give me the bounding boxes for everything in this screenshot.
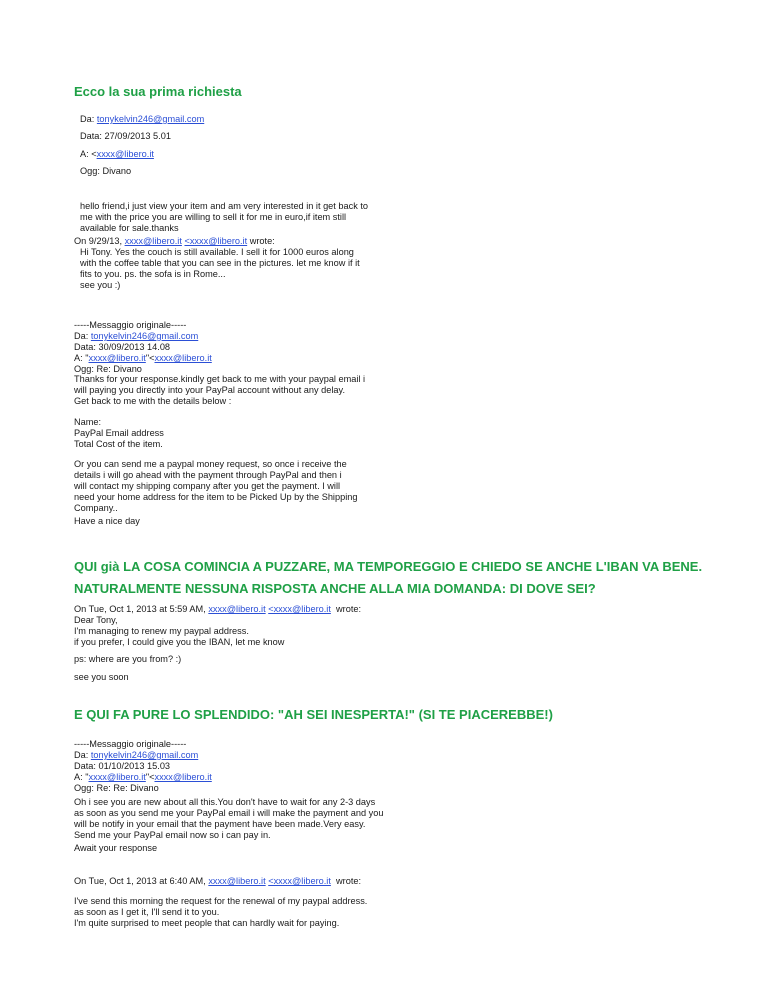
original-message-label: -----Messaggio originale----- — [74, 739, 187, 749]
closing-line: Await your response — [74, 843, 158, 853]
email-link[interactable]: xxxx@libero.it — [124, 236, 182, 246]
section-heading: Ecco la sua prima richiesta — [74, 84, 242, 99]
email-link[interactable]: xxxx@libero.it — [154, 353, 212, 363]
email-link[interactable]: tonykelvin246@gmail.com — [96, 114, 205, 124]
section-heading: QUI già LA COSA COMINCIA A PUZZARE, MA TEMPOREGGIO E CHIEDO SE ANCHE L'IBAN VA BENE. NATURALMENTE NESSUNA RISPOSTA ANCHE ALLA MIA DOMANDA: DI DOVE SEI? — [74, 559, 703, 596]
to-line: A: <xxxx@libero.it — [80, 149, 154, 159]
original-message — [74, 739, 212, 794]
email-link[interactable]: xxxx@libero.it — [154, 772, 212, 782]
email-link[interactable]: <xxxx@libero.it — [268, 604, 331, 614]
email-link[interactable]: <xxxx@libero.it — [184, 236, 248, 246]
reply-block: On Tue, Oct 1, 2013 at 5:59 AM, xxxx@libero.it <xxxx@libero.it wrote: Dear Tony, I'm managing to renew my paypal address. if you prefer, I could give you the IBAN, let me know — [74, 604, 362, 647]
section-heading: E QUI FA PURE LO SPLENDIDO: "AH SEI INESPERTA!" (SI TE PIACEREBBE!) — [74, 707, 553, 722]
date-line: Data: 30/09/2013 14.08 — [74, 342, 171, 352]
email-link[interactable]: tonykelvin246@gmail.com — [90, 750, 199, 760]
subject-line: Ogg: Divano — [80, 166, 132, 176]
closing-line: see you soon — [74, 672, 129, 682]
email-link[interactable]: xxxx@libero.it — [88, 772, 146, 782]
reply-header: On 9/29/13, xxxx@libero.it <xxxx@libero.it wrote: — [74, 236, 275, 246]
from-line: Da: tonykelvin246@gmail.com — [80, 114, 205, 124]
email-link[interactable]: tonykelvin246@gmail.com — [90, 331, 199, 341]
reply-body: Hi Tony. Yes the couch is still available. I sell it for 1000 euros along with the coffee table that you can see in the pictures. let me know if it fits to you. ps. the sofa is in Rome... see you :) — [80, 247, 360, 290]
email-link[interactable]: xxxx@libero.it — [88, 353, 146, 363]
email-link[interactable]: <xxxx@libero.it — [268, 876, 331, 886]
email-link[interactable]: xxxx@libero.it — [208, 604, 266, 614]
original-message — [74, 320, 212, 375]
message-body: Thanks for your response.kindly get back to me with your paypal email i will paying you directly into your PayPal account without any delay. Get back to me with the details below : — [74, 374, 366, 406]
reply-header: On Tue, Oct 1, 2013 at 6:40 AM, xxxx@libero.it <xxxx@libero.it wrote: — [74, 876, 362, 886]
reply-header: On Tue, Oct 1, 2013 at 5:59 AM, xxxx@libero.it <xxxx@libero.it wrote: — [74, 604, 362, 614]
original-message-label: -----Messaggio originale----- — [74, 320, 187, 330]
subject-line: Ogg: Re: Re: Divano — [74, 783, 159, 793]
from-line: Da: tonykelvin246@gmail.com — [74, 750, 199, 760]
postscript: ps: where are you from? :) — [74, 654, 182, 664]
message-body: Or you can send me a paypal money request, so once i receive the details i will go ahead with the payment through PayPal and then i will contact my shipping company after you get the payment. I will need your home address for the item to be Picked Up by the Shipping Company.. — [74, 459, 358, 513]
subject-line: Ogg: Re: Divano — [74, 364, 142, 374]
from-line: Da: tonykelvin246@gmail.com — [74, 331, 199, 341]
details-list: Name: PayPal Email address Total Cost of the item. — [74, 417, 164, 449]
to-line: A: "xxxx@libero.it"<xxxx@libero.it — [74, 353, 212, 363]
reply-body: I've send this morning the request for the renewal of my paypal address. as soon as I get it, I'll send it to you. I'm quite surprised to meet people that can hardly wait for paying. — [74, 896, 368, 928]
to-line: A: "xxxx@libero.it"<xxxx@libero.it — [74, 772, 212, 782]
email-link[interactable]: xxxx@libero.it — [96, 149, 154, 159]
date-line: Data: 27/09/2013 5.01 — [80, 131, 171, 141]
date-line: Data: 01/10/2013 15.03 — [74, 761, 171, 771]
closing-line: Have a nice day — [74, 516, 140, 526]
message-body: hello friend,i just view your item and am very interested in it get back to me with the price you are willing to sell it for me in euro,if item still available for sale.thanks — [80, 201, 369, 233]
email-link[interactable]: xxxx@libero.it — [208, 876, 266, 886]
message-body: Oh i see you are new about all this.You don't have to wait for any 2-3 days as soon as you send me your PayPal email i will make the payment and you will be notify in your email that the payment have been made.Very easy. Send me your PayPal email now so i can pay in. — [74, 797, 384, 840]
